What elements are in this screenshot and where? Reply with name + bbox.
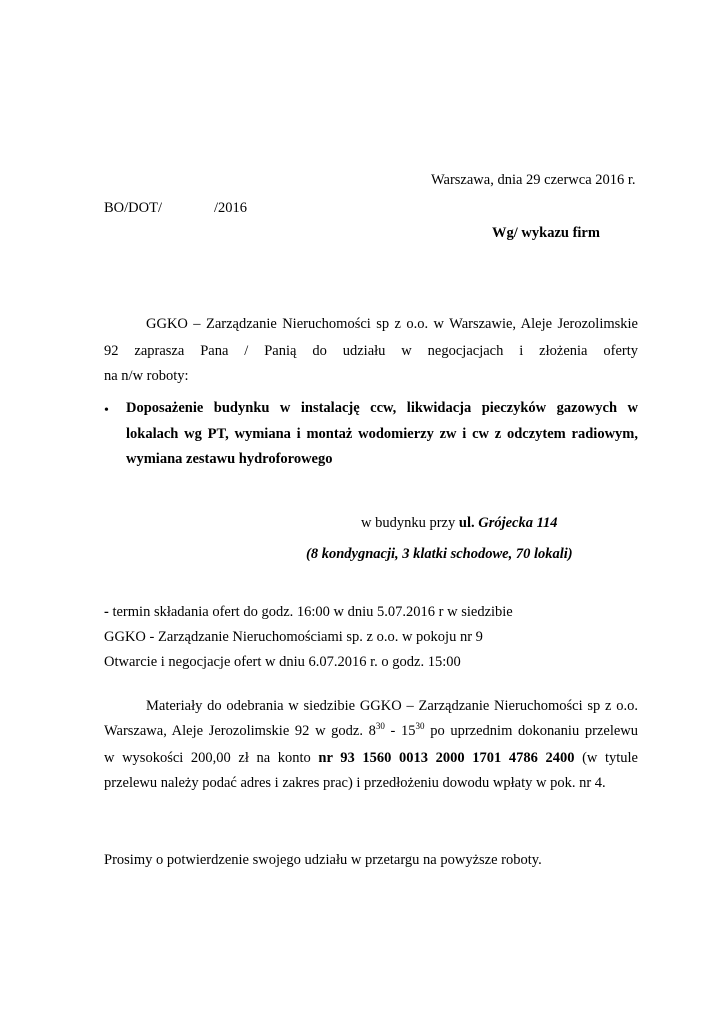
street-name: Grójecka 114 xyxy=(478,515,558,531)
date-line: Warszawa, dnia 29 czerwca 2016 r. xyxy=(431,172,636,188)
bullet-icon: • xyxy=(104,403,109,418)
location-prefix: w budynku przy xyxy=(361,515,459,531)
hours-dash: - 15 xyxy=(384,723,416,739)
recipient-line: Wg/ wykazu firm xyxy=(492,225,600,241)
intro-line-1: GGKO – Zarządzanie Nieruchomości sp z o.o. w Warszawie, Aleje Jerozolimskie xyxy=(146,316,638,332)
materials-line-3-b: (w tytule xyxy=(574,750,638,766)
scope-line-3: wymiana zestawu hydroforowego xyxy=(126,451,333,467)
reference-suffix: /2016 xyxy=(214,200,248,216)
terms-text-1: termin składania ofert do godz. 16:00 w dniu 5.07.2016 r w siedzibie xyxy=(108,604,513,620)
terms-dash: - xyxy=(104,604,109,620)
intro-line-3: na n/w roboty: xyxy=(104,368,189,384)
reference-prefix: BO/DOT/ xyxy=(104,200,162,216)
materials-line-2 xyxy=(104,723,638,740)
street-label: ul. xyxy=(458,515,479,531)
materials-line-4: przelewu należy podać adres i zakres prac) i przedłożeniu dowodu wpłaty w pok. nr 4. xyxy=(104,775,606,791)
materials-line-3 xyxy=(104,750,638,767)
building-info: (8 kondygnacji, 3 klatki schodowe, 70 lokali) xyxy=(306,546,573,562)
scope-line-2: lokalach wg PT, wymiana i montaż wodomierzy zw i cw z odczytem radiowym, xyxy=(126,426,638,442)
materials-line-1: Materiały do odebrania w siedzibie GGKO – Zarządzanie Nieruchomości sp z o.o. xyxy=(146,698,638,714)
intro-line-2: 92 zaprasza Pana / Panią do udziału w negocjacjach i złożenia oferty xyxy=(104,343,638,359)
hour2-superscript: 30 xyxy=(415,721,425,731)
bank-account-number: nr 93 1560 0013 2000 1701 4786 2400 xyxy=(318,750,575,766)
scope-line-1: Doposażenie budynku w instalację ccw, likwidacja pieczyków gazowych w xyxy=(126,400,638,416)
materials-line-3-a: w wysokości 200,00 zł na konto xyxy=(104,750,319,766)
terms-line-2: GGKO - Zarządzanie Nieruchomościami sp. z o.o. w pokoju nr 9 xyxy=(104,629,483,645)
hour1-superscript: 30 xyxy=(375,721,385,731)
materials-line-2-b: po uprzednim dokonaniu przelewu xyxy=(424,723,638,739)
materials-line-2-a: Warszawa, Aleje Jerozolimskie 92 w godz. 8 xyxy=(104,723,376,739)
terms-line-3: Otwarcie i negocjacje ofert w dniu 6.07.2016 r. o godz. 15:00 xyxy=(104,654,461,670)
closing-line: Prosimy o potwierdzenie swojego udziału w przetargu na powyższe roboty. xyxy=(104,852,542,868)
terms-line-1 xyxy=(104,604,513,621)
location-line xyxy=(361,515,558,532)
